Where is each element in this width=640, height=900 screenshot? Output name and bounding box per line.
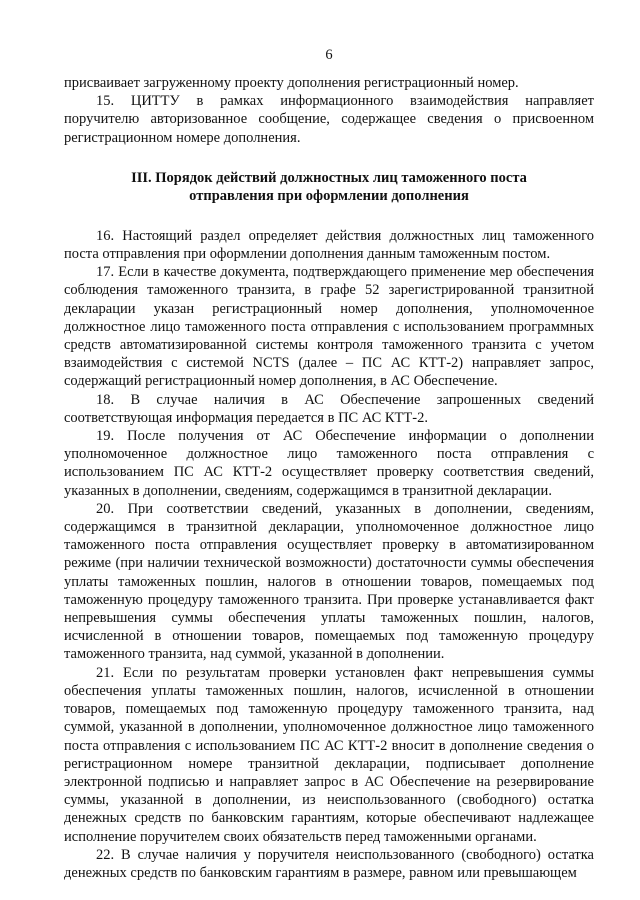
section-heading <box>64 169 594 205</box>
paragraph-19: 19. После получения от АС Обеспечение информации о дополнении уполномоченное должностное лицо таможенного поста отправления с использованием ПС АС КТТ-2 осуществляет проверку соответствия сведений, указанных в дополнении, сведениям, содержащимся в транзитной декларации. <box>64 428 594 499</box>
paragraph-22: 22. В случае наличия у поручителя неиспользованного (свободного) остатка денежных средств по банковским гарантиям в размере, равном или превышающем <box>64 846 594 881</box>
paragraph-16: 16. Настоящий раздел определяет действия должностных лиц таможенного поста отправления при оформлении дополнения данным таможенным постом. <box>64 227 594 263</box>
paragraph-17: 17. Если в качестве документа, подтверждающего применение мер обеспечения соблюдения таможенного транзита, в графе 52 зарегистрированной транзитной декларации указан регистрационный номер дополнения, уполномоченное должностное лицо таможенного поста отправления с использованием программных средств автоматизированной системы контроля таможенного транзита с учетом взаимодействия с системой NCTS (далее – ПС АС КТТ-2) направляет запрос, содержащий регистрационный номер дополнения, в АС Обеспечение. <box>64 264 594 390</box>
paragraph-20: 20. При соответствии сведений, указанных в дополнении, сведениям, содержащимся в транзитной декларации, уполномоченное должностное лицо таможенного поста отправления осуществляет проверку в автоматизированном режиме (при наличии технической возможности) достаточности суммы обеспечения уплаты таможенных пошлин, налогов в отношении товаров, помещаемых под таможенную процедуру таможенного транзита. При проверке устанавливается факт непревышения суммы обеспечения уплаты таможенных пошлин, налогов, исчисленной в отношении товаров, помещаемых под таможенную процедуру таможенного транзита, над суммой, указанной в дополнении. <box>64 500 594 663</box>
paragraph-21: 21. Если по результатам проверки установлен факт непревышения суммы обеспечения уплаты таможенных пошлин, налогов, исчисленной в отношении товаров, помещаемых под таможенную процедуру таможенного транзита, над суммой, указанной в дополнении, уполномоченное должностное лицо таможенного поста отправления с использованием ПС АС КТТ-2 вносит в дополнение сведения о регистрационном номере транзитной декларации, подписывает дополнение электронной подписью и направляет запрос в АС Обеспечение на резервирование суммы, указанной в дополнении, из неиспользованного (свободного) остатка денежных средств по банковским гарантиям, которые обеспечивают надлежащее исполнение поручителем своих обязательств перед таможенными органами. <box>64 664 594 845</box>
page-number: 6 <box>325 47 333 63</box>
section-heading-line-1: III. Порядок действий должностных лиц таможенного поста <box>131 169 527 186</box>
section-heading-line-2: отправления при оформлении дополнения <box>189 187 469 204</box>
paragraph-continuation: присваивает загруженному проекту дополнения регистрационный номер. <box>64 75 519 91</box>
paragraph-15: 15. ЦИТТУ в рамках информационного взаимодействия направляет поручителю авторизованное сообщение, содержащее сведения о присвоенном регистрационном номере дополнения. <box>64 93 594 146</box>
paragraph-18: 18. В случае наличия в АС Обеспечение запрошенных сведений соответствующая информация передается в ПС АС КТТ-2. <box>64 391 594 426</box>
